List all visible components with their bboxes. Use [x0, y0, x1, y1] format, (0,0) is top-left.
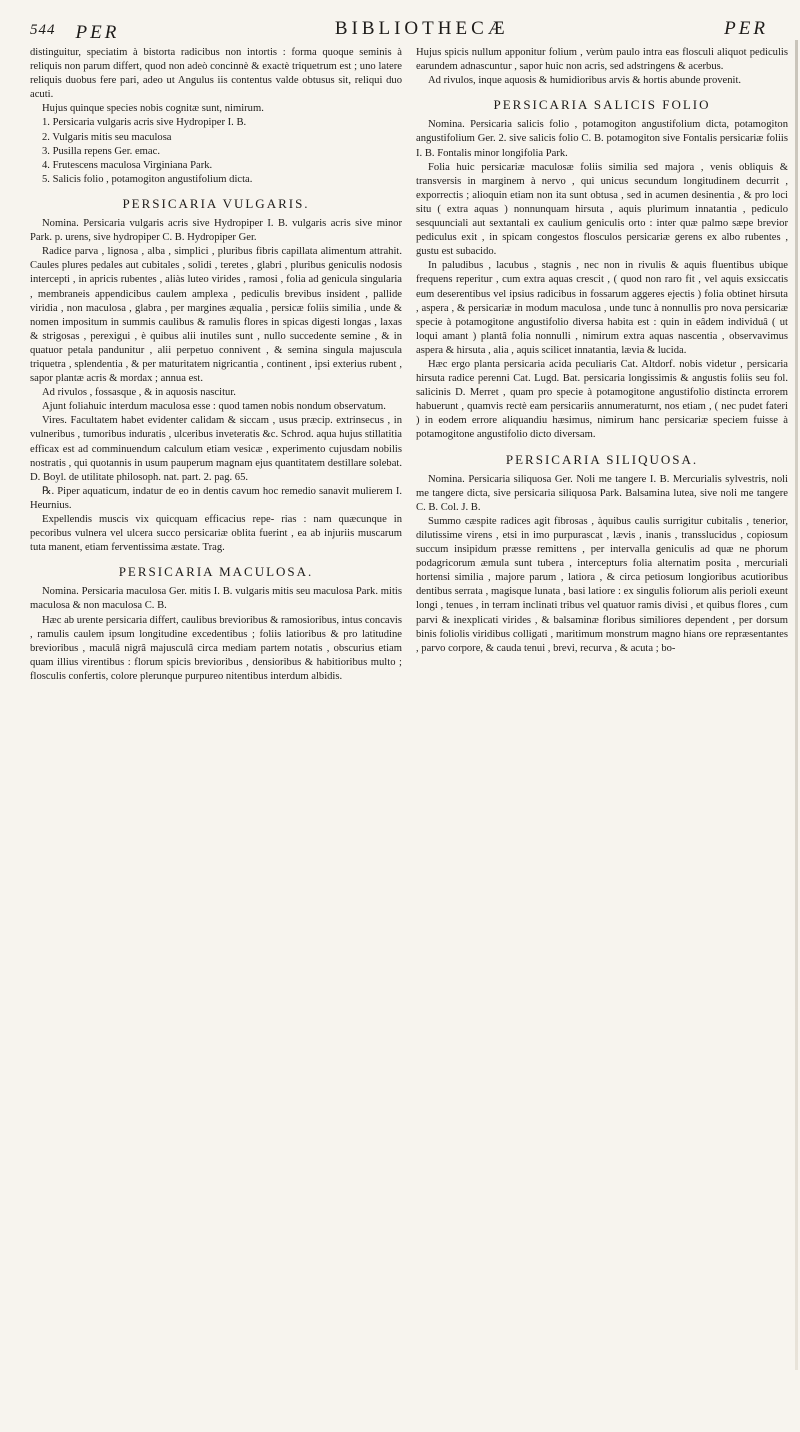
running-head-left: [30, 22, 119, 44]
paragraph: Hæc ergo planta persicaria acida peculiaris Cat. Altdorf. nobis videtur , persicaria hirsuta radice perenni Cat. Lugd. Bat. persicaria longissimis & angustis foliis seu fol. salicinis D. Merret , quam pro specie à potamogitone angustifolio distincta errorem habuerunt , quamvis rectè eam persicariis annumeraturnt, nos etiam , ( nec pudet fateri ) in eodem errore aliquandiu hæsimus, nimirum hanc persicariæ speciem fuisse à potamogitone angustifolio dicto diversam.: [416, 358, 788, 441]
text-columns: [30, 46, 788, 684]
paragraph: Nomina. Persicaria vulgaris acris sive Hydropiper I. B. vulgaris acris sive minor Park. p. urens, sive hydropiper C. B. Hydropiper Ger.: [30, 218, 402, 244]
paragraph: Hujus spicis nullum apponitur folium , verùm paulo intra eas flosculi aliquot pediculis earundem adnascuntur , sapor huic non acris, sed adstringens & acerbus.: [416, 47, 788, 73]
paragraph: Nomina. Persicaria salicis folio , potamogiton angustifolium dicta, potamogiton angustifolium Ger. 2. sive salicis folio C. B. potamogiton sive Fontalis persicariæ foliis I. B. Fontalis minor longifolia Park.: [416, 119, 788, 159]
paragraph: Nomina. Persicaria maculosa Ger. mitis I. B. vulgaris mitis seu maculosa Park. mitis maculosa & non maculosa C. B.: [30, 586, 402, 612]
list-item: 2. Vulgaris mitis seu maculosa: [42, 131, 172, 143]
paragraph: Radice parva , lignosa , alba , simplici , pluribus fibris capillata alimentum attrahit. Caules plures pedales aut cubitales , solidi , teretes , glabri , pluribus geniculis nodosis intercepti , in apricis rubentes , aliàs luteo virides , ramosi , folia ad genicula singularia , membraneis appendicibus caulem amplexa , pediculis brevibus insident , pallide viridia , non maculosa , glabra , per margines æqualia , persicæ foliis similia , unde & nomen impositum in summis caulibus & ramulis flores in spicas digesti longas , laxas & strigosas , perexigui , è quibus alii inutiles sunt , nullo succedente semine , & in quatuor petala pandunitur , alii perpetuo connivent , & semina singula majuscula triquetra , splendentia , & per maturitatem nigricantia , continent , ipsi exterius rubent , sapor plantæ acris & mordax ; annua est.: [30, 246, 402, 385]
page-number: 544: [30, 22, 56, 38]
right-column: [416, 46, 788, 684]
page-edge: [795, 40, 798, 1370]
paragraph: Nomina. Persicaria siliquosa Ger. Noli me tangere I. B. Mercurialis sylvestris, noli me tangere dicta, sive persicaria siliquosa Park. Balsamina lutea, sive noli me tangere C. B. Col. J. B.: [416, 473, 788, 513]
paragraph: Ad rivulos, inque aquosis & humidioribus arvis & hortis abunde provenit.: [428, 75, 742, 87]
list-item: 3. Pusilla repens Ger. emac.: [42, 145, 160, 157]
section-heading: PERSICARIA VULGARIS.: [122, 195, 310, 211]
paragraph: distinguitur, speciatim à bistorta radicibus non intortis : forma quoque seminis à reliquis non parum differt, quod non adeò concinnè & exactè triquetrum est ; uno latere reliquis duobus fere pari, adeo ut Angulus iis contentus valde obtusus sit, reliqui duo acuti.: [30, 47, 402, 101]
section-heading: PERSICARIA MACULOSA.: [118, 564, 314, 580]
running-head-left-word: PER: [75, 22, 120, 43]
paragraph: ℞. Piper aquaticum, indatur de eo in dentis cavum hoc remedio sanavit mulierem I. Heurnius.: [30, 485, 402, 511]
running-head-title: BIBLIOTHECÆ: [334, 18, 509, 39]
paragraph: Expellendis muscis vix quicquam efficacius repe- rias : nam quæcunque in pecoribus vulnera vel ulcera succo persicariæ oblita fuerint , ea ab injuriis muscarum tuta manent, etiam ferventissima æstate. Trag.: [30, 514, 402, 554]
left-column: [30, 46, 402, 684]
section-heading: PERSICARIA SALICIS FOLIO: [493, 97, 711, 113]
list-item: 4. Frutescens maculosa Virginiana Park.: [42, 159, 213, 171]
list-item: 1. Persicaria vulgaris acris sive Hydropiper I. B.: [42, 117, 247, 129]
section-heading: PERSICARIA SILIQUOSA.: [505, 451, 699, 467]
running-head: [30, 18, 788, 44]
paragraph: Ajunt foliahuic interdum maculosa esse : quod tamen nobis nondum observatum.: [42, 401, 386, 413]
paragraph: Hujus quinque species nobis cognitæ sunt, nimirum.: [42, 103, 264, 115]
paragraph: Summo cæspite radices agit fibrosas , àquibus caulis surrigitur cubitalis , tenerior, dilutissime virens , etsi in imo purpurascat , lævis , inanis , transslucidus , copiosum succum insipidum præsse remittens , per intervalla geniculis ad quæ ne phorum podagricorum æmula sunt tubera , intercepturs folia alternatim posita , mercuriali hortensi similia , majore parum , latiora , & circa petiosum longioribus acutioribus dentibus serrata , magisque lunata , basi latiore : ex singulis foliorum alis perioli exeunt longi , tenues , in terram inclinati tribus vel quatuor ramis divisi , et quibus flores , cum parvi & inexplicati virides , & balsaminæ floribus similiores dependent , per dorsum binis foliolis viridibus colligati , maritimum monstrum magno hians ore repræsentantes , parvo corpore, & cauda tenui , brevi, recurva , & acuta ; bo-: [416, 515, 788, 654]
paragraph: Hæc ab urente persicaria differt, caulibus brevioribus & ramosioribus, intus concavis , ramulis caulem ipsum longitudine excedentibus ; foliis latioribus & pro latitudine brevioribus , maculâ nigrâ majusculâ circa mediam partem notatis , obscurius etiam quam illius virentibus : florum spicis brevioribus , densioribus & habitioribus multo ; flosculis confertis, colore plerunque purpureo nitentibus interdum albidis.: [30, 614, 402, 682]
species-list: [30, 116, 402, 186]
paragraph: Folia huic persicariæ maculosæ foliis similia sed majora , venis obliquis & transversis in marginem à nervo , qui unicus secundum longitudinem decurrit , exporrectis ; alioquin etiam non ita sunt obtusa , sed in acumen desinentia , & pro loci situ ( extra aquas ) nonnunquam hirsuta , aquis plurimum innatantia , pediculo sesquunciali aut sextantali ex caulium geniculis orto : inter quæ palmo sæpe brevior pediculus exit , in spicam congestos flosculos persicariæ gerens ex albo rubentes , gustu est subacido.: [416, 161, 788, 258]
paragraph: In paludibus , lacubus , stagnis , nec non in rivulis & aquis fluentibus ubique frequens reperitur , cum extra aquas crescit , ( quod non raro fit , vel aquis exsiccatis eum deserentibus vel ipsius radicibus in fossarum aggeres ejectis ) folia obtinet hirsuta , aspera , & persicariæ in modum maculosa , unde tunc à nonnullis pro nova persicariæ specie à potamogitone angustifolio diversa habita est : quin in eâdem individuâ ( ut loqui amant ) plantâ folia nonnulli , nimirum extra aquas nascentia , observavimus aspera & hirsuta , alia , aquis scilicet innatantia, lævia & lucida.: [416, 260, 788, 356]
paragraph: Ad rivulos , fossasque , & in aquosis nascitur.: [42, 387, 236, 399]
paragraph: Vires. Facultatem habet evidenter calidam & siccam , usus præcip. extrinsecus , in vulneribus , tumoribus induratis , ulceribus inveteratis &c. Schrod. aqua hujus stillatitia efficax est ad comminuendum calculum etiam vesicæ , experimento cujusdam nobilis nostratis , qui quotannis in usum pauperum magnam ejus quantitatem destillare solebat. D. Boyl. de utilitate philosoph. nat. part. 2. pag. 65.: [30, 415, 402, 483]
list-item: 5. Salicis folio , potamogiton angustifolium dicta.: [42, 173, 253, 185]
running-head-right-word: PER: [724, 18, 768, 39]
